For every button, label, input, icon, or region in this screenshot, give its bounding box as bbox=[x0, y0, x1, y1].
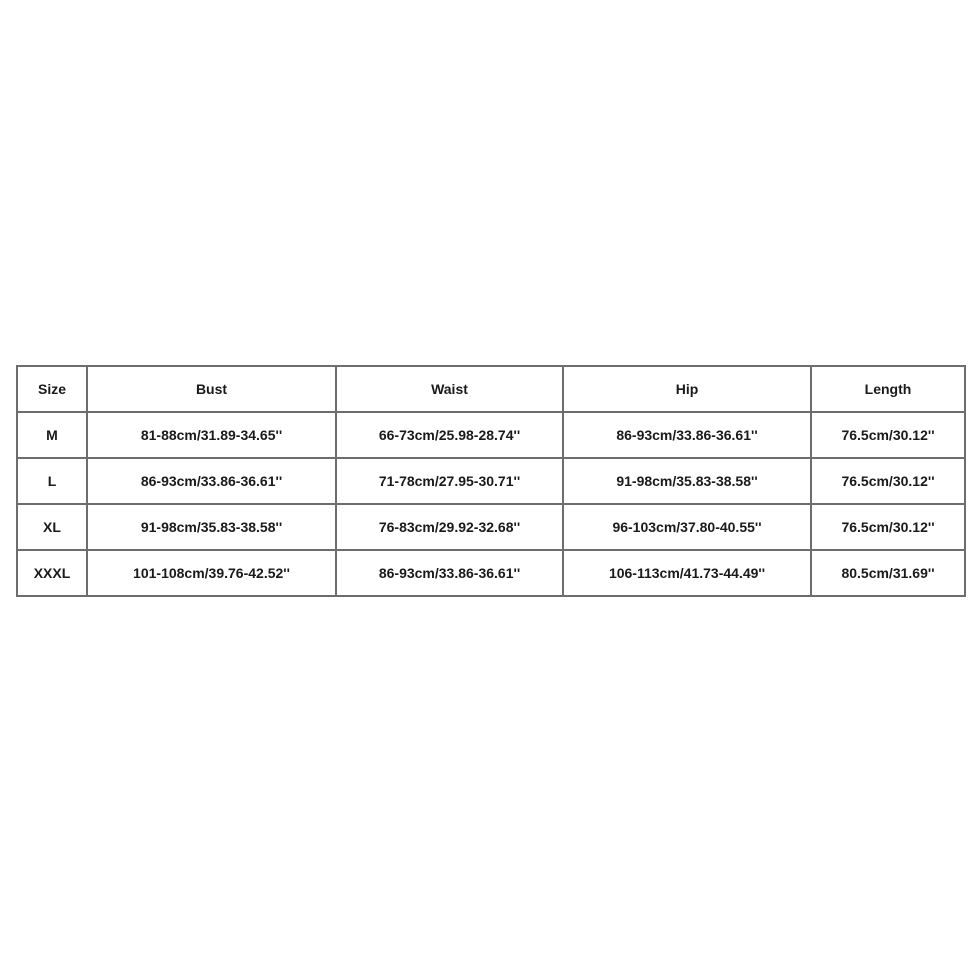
header-waist: Waist bbox=[336, 366, 563, 412]
cell-waist: 86-93cm/33.86-36.61'' bbox=[336, 550, 563, 596]
size-chart-table bbox=[16, 365, 966, 597]
header-hip: Hip bbox=[563, 366, 811, 412]
header-bust: Bust bbox=[87, 366, 336, 412]
table-row bbox=[17, 550, 965, 596]
cell-size: XXXL bbox=[17, 550, 87, 596]
cell-waist: 66-73cm/25.98-28.74'' bbox=[336, 412, 563, 458]
cell-bust: 101-108cm/39.76-42.52'' bbox=[87, 550, 336, 596]
cell-length: 76.5cm/30.12'' bbox=[811, 458, 965, 504]
cell-length: 76.5cm/30.12'' bbox=[811, 504, 965, 550]
cell-bust: 81-88cm/31.89-34.65'' bbox=[87, 412, 336, 458]
header-length: Length bbox=[811, 366, 965, 412]
cell-size: M bbox=[17, 412, 87, 458]
cell-hip: 86-93cm/33.86-36.61'' bbox=[563, 412, 811, 458]
table-row bbox=[17, 504, 965, 550]
cell-size: L bbox=[17, 458, 87, 504]
cell-length: 80.5cm/31.69'' bbox=[811, 550, 965, 596]
cell-bust: 91-98cm/35.83-38.58'' bbox=[87, 504, 336, 550]
cell-length: 76.5cm/30.12'' bbox=[811, 412, 965, 458]
cell-waist: 71-78cm/27.95-30.71'' bbox=[336, 458, 563, 504]
table-row bbox=[17, 412, 965, 458]
cell-hip: 91-98cm/35.83-38.58'' bbox=[563, 458, 811, 504]
cell-waist: 76-83cm/29.92-32.68'' bbox=[336, 504, 563, 550]
table-row bbox=[17, 458, 965, 504]
cell-hip: 106-113cm/41.73-44.49'' bbox=[563, 550, 811, 596]
cell-bust: 86-93cm/33.86-36.61'' bbox=[87, 458, 336, 504]
header-row bbox=[17, 366, 965, 412]
cell-hip: 96-103cm/37.80-40.55'' bbox=[563, 504, 811, 550]
header-size: Size bbox=[17, 366, 87, 412]
cell-size: XL bbox=[17, 504, 87, 550]
